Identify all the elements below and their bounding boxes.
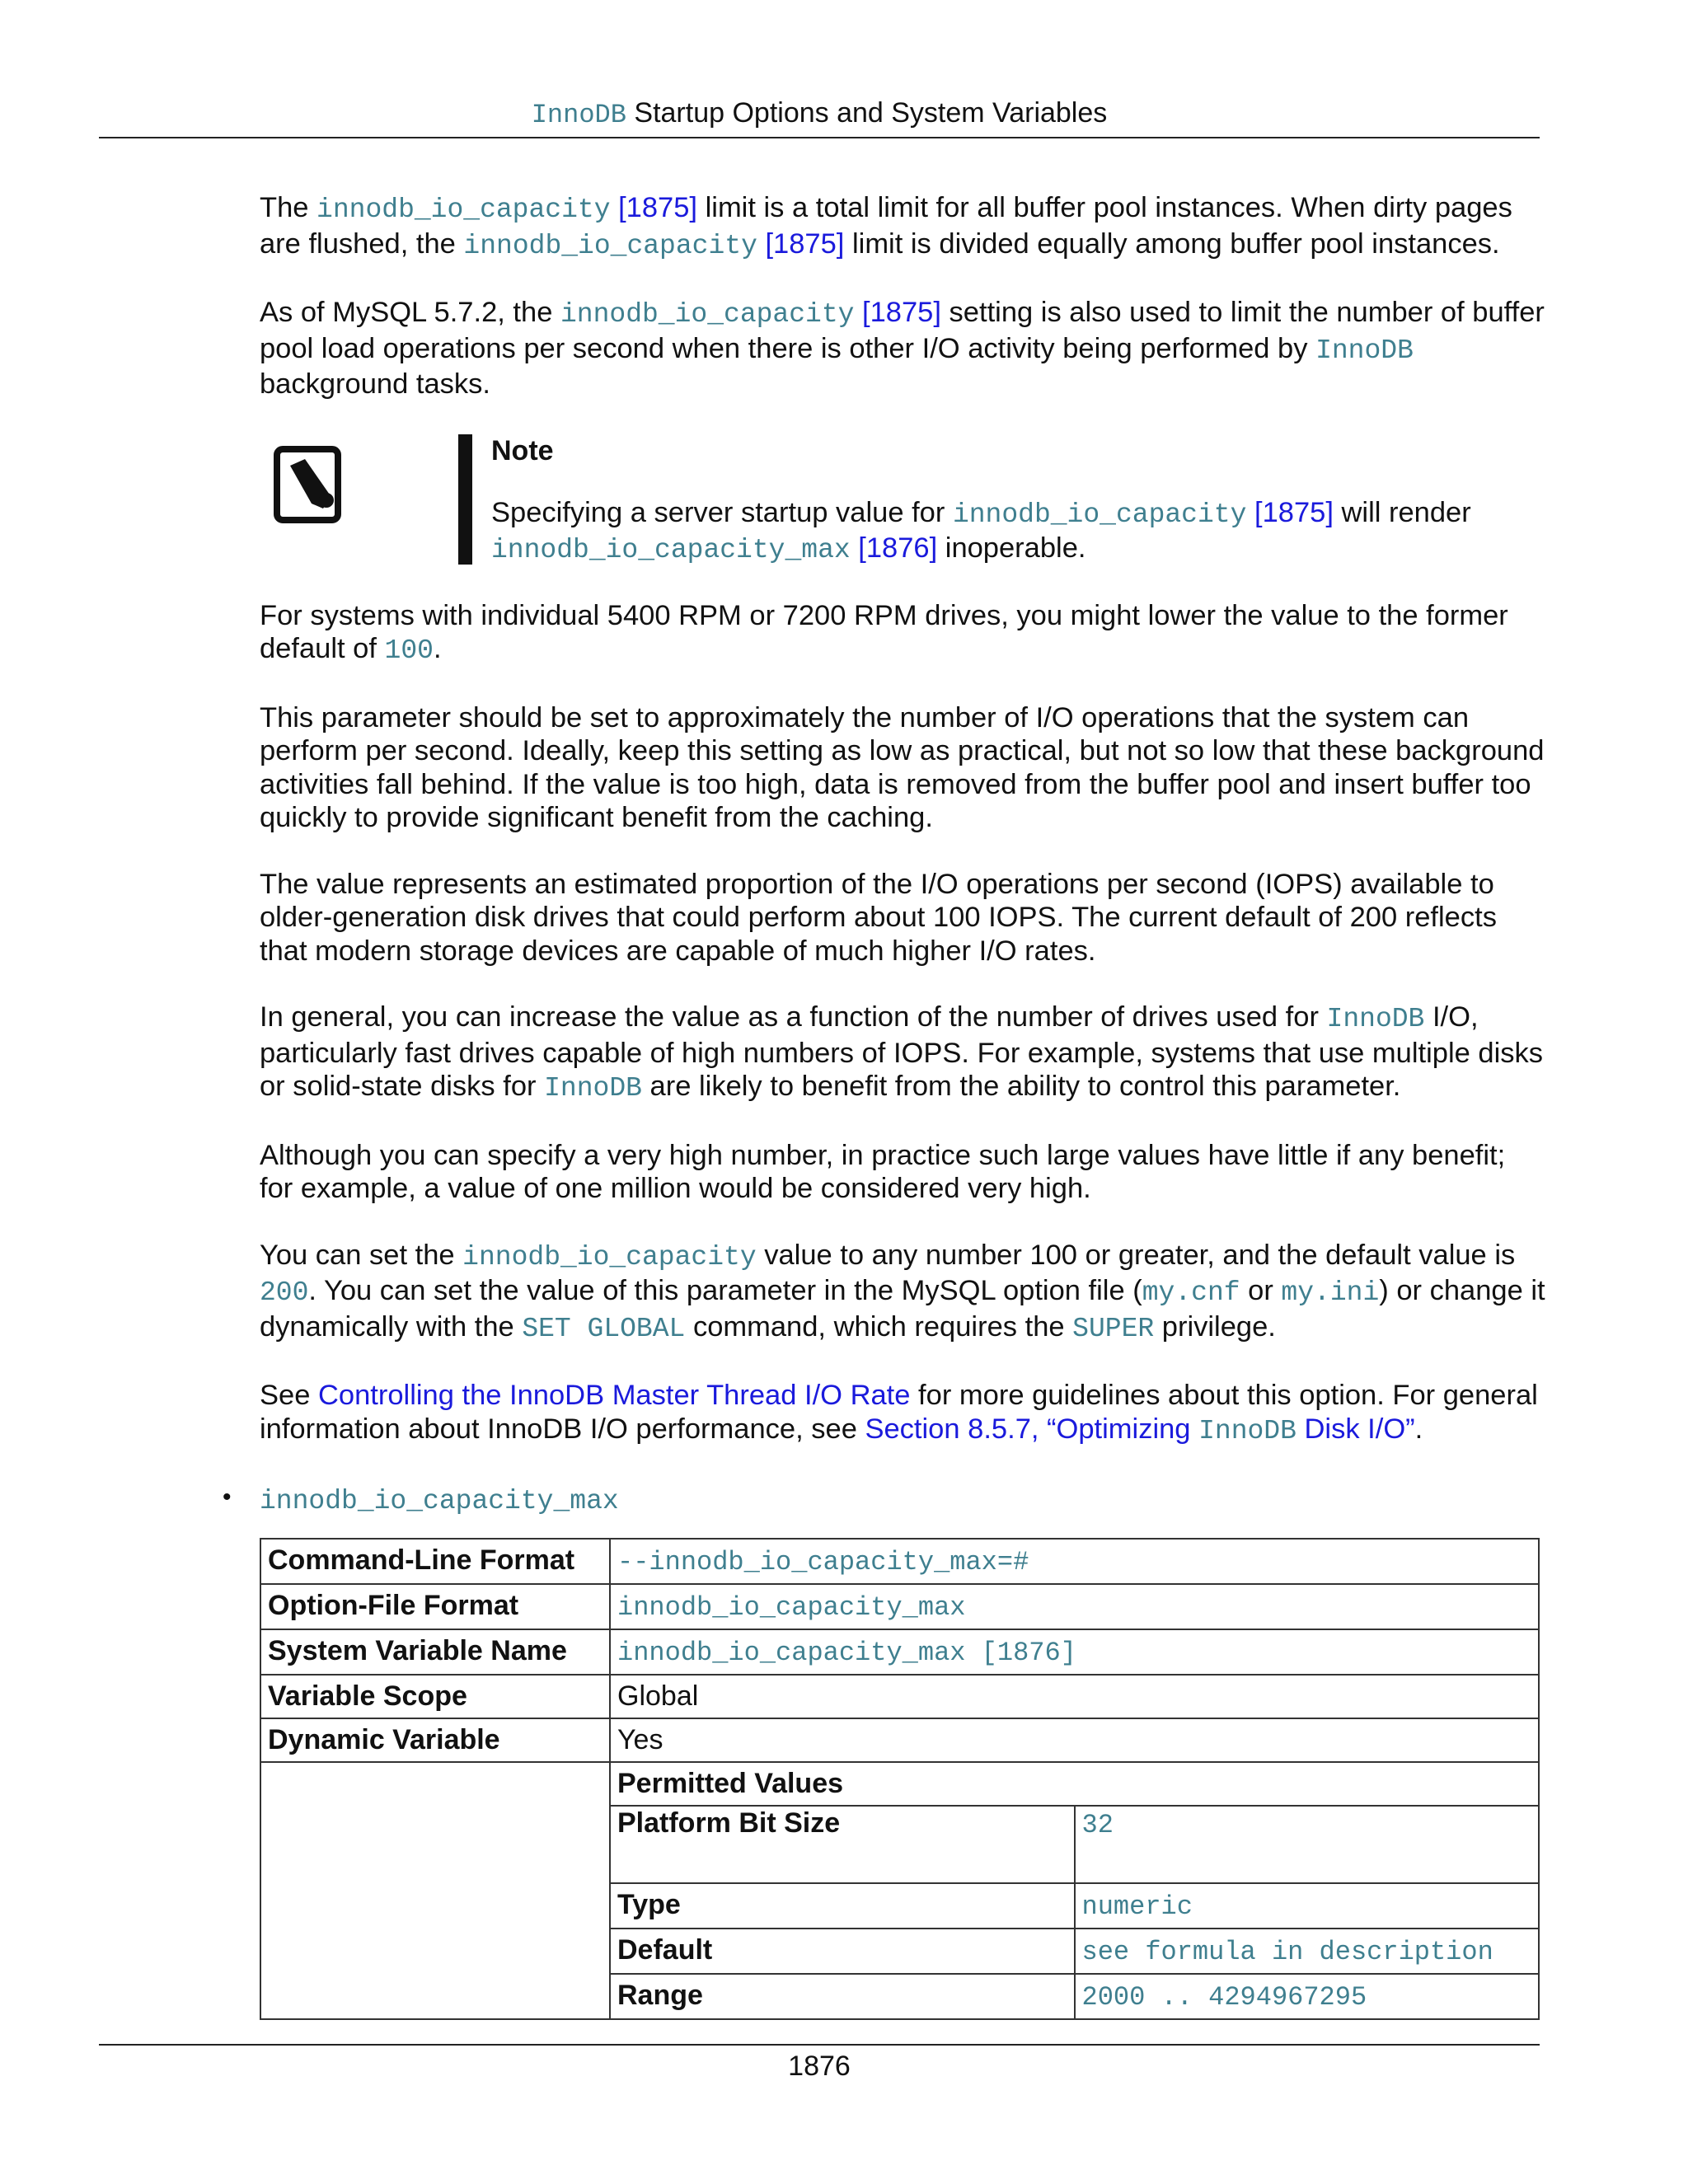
paragraph-4: This parameter should be set to approximately the number of I/O operations that the system can perform per second. Ideally, keep this setting as low as practical, but not so low that these background activities fall behind. If the value is too high, data is removed from the buffer pool and insert buffer too quickly to provide significant benefit from the caching. <box>260 701 1545 833</box>
code-ref[interactable]: innodb_io_capacity <box>462 1241 757 1272</box>
code-ref[interactable]: innodb_io_capacity <box>952 499 1247 530</box>
note-box <box>0 434 1545 565</box>
permitted-value: 2000 .. 4294967295 <box>1075 1974 1539 2018</box>
row-value: --innodb_io_capacity_max=# <box>610 1539 1539 1584</box>
paragraph-6: In general, you can increase the value as a function of the number of drives used for InnoDB I/O, particularly fast drives capable of high numbers of IOPS. For example, systems that use multiple disks or solid-state disks for InnoDB are likely to benefit from the ability to control this parameter. <box>260 1001 1543 1104</box>
page-ref-link[interactable]: [1875] <box>1246 496 1334 528</box>
row-label: Option-File Format <box>260 1584 610 1629</box>
paragraph-7: Although you can specify a very high number, in practice such large values have little if any benefit; for example, a value of one million would be considered very high. <box>260 1139 1506 1204</box>
permitted-values-cell <box>610 1762 1539 2019</box>
row-value: innodb_io_capacity_max <box>610 1584 1539 1629</box>
section-link[interactable]: Section 8.5.7, “Optimizing InnoDB Disk I/O” <box>865 1413 1415 1446</box>
page-ref-link[interactable]: [1875] <box>610 192 698 223</box>
code-command: SET GLOBAL <box>522 1313 686 1344</box>
row-value: innodb_io_capacity_max [1876] <box>610 1629 1539 1675</box>
permitted-title: Permitted Values <box>611 1763 1538 1806</box>
bullet-dot-icon: • <box>223 1483 232 1511</box>
bullet-item <box>223 1481 1545 1520</box>
permitted-value: numeric <box>1075 1883 1539 1929</box>
row-value: Global <box>610 1675 1539 1718</box>
table-row <box>260 1584 1539 1629</box>
page-ref-link[interactable]: [1876] <box>850 532 938 564</box>
permitted-row <box>611 1883 1538 1929</box>
table-row <box>260 1718 1539 1762</box>
code-privilege: SUPER <box>1072 1313 1155 1344</box>
code-ref[interactable]: innodb_io_capacity <box>316 194 611 225</box>
row-label: Dynamic Variable <box>260 1718 610 1762</box>
permitted-values-table <box>611 1763 1538 2018</box>
permitted-value: see formula in description <box>1075 1929 1539 1974</box>
permitted-label: Type <box>611 1883 1075 1929</box>
permitted-label: Default <box>611 1929 1075 1974</box>
row-label: Variable Scope <box>260 1675 610 1718</box>
permitted-value: 32 <box>1075 1806 1539 1883</box>
row-value: Yes <box>610 1718 1539 1762</box>
note-text: Specifying a server startup value for innodb_io_capacity [1875] will render innodb_io_capacity_max [1876] inoperable. <box>491 496 1471 565</box>
note-bar <box>458 434 472 565</box>
empty-cell <box>260 1762 610 2019</box>
code-ref[interactable]: innodb_io_capacity <box>560 299 855 330</box>
page-number: 1876 <box>788 2050 851 2082</box>
paragraph-5: The value represents an estimated proportion of the I/O operations per second (IOPS) available to older-generation disk drives that could perform about 100 IOPS. The current default of 200 reflects that modern storage devices are capable of much higher I/O rates. <box>260 868 1497 967</box>
code-value: 200 <box>260 1277 309 1308</box>
page-header <box>99 92 1540 136</box>
code-value: 100 <box>384 635 434 666</box>
main-content <box>223 191 1545 1520</box>
paragraph-9: See Controlling the InnoDB Master Thread I/O Rate for more guidelines about this option. For general information about InnoDB I/O performance, see Section 8.5.7, “Optimizing InnoDB Disk I/O”. <box>260 1380 1538 1446</box>
permitted-row <box>611 1929 1538 1974</box>
note-pencil-icon <box>274 446 345 525</box>
permitted-row <box>611 1806 1538 1883</box>
page-ref-link[interactable]: [1875] <box>854 297 941 328</box>
properties-table <box>260 1538 1540 2020</box>
permitted-label: Platform Bit Size <box>611 1806 1075 1883</box>
header-rule <box>99 137 1540 138</box>
table-row <box>260 1675 1539 1718</box>
code-file: my.cnf <box>1142 1277 1240 1308</box>
header-code: InnoDB <box>531 100 626 130</box>
permitted-row <box>611 1974 1538 2018</box>
table-row-permitted <box>260 1762 1539 2019</box>
code-ref[interactable]: innodb_io_capacity_max <box>491 535 851 565</box>
paragraph-2: As of MySQL 5.7.2, the innodb_io_capacity [1875] setting is also used to limit the number of buffer pool load operations per second when there is other I/O activity being performed by InnoDB background tasks. <box>260 297 1545 400</box>
permitted-label: Range <box>611 1974 1075 2018</box>
code-ref[interactable]: innodb_io_capacity <box>463 230 757 261</box>
code-ref[interactable]: InnoDB <box>1315 335 1414 366</box>
master-thread-link[interactable]: Controlling the InnoDB Master Thread I/O Rate <box>317 1380 911 1411</box>
header-title: Startup Options and System Variables <box>634 97 1108 129</box>
table-row <box>260 1629 1539 1675</box>
code-ref: InnoDB <box>544 1073 642 1104</box>
row-label: Command-Line Format <box>260 1539 610 1584</box>
table-row <box>260 1539 1539 1584</box>
note-title: Note <box>491 434 554 466</box>
paragraph-1: The innodb_io_capacity [1875] limit is a total limit for all buffer pool instances. When dirty pages are flushed, the innodb_io_capacity [1875] limit is divided equally among buffer pool instances. <box>260 192 1512 261</box>
page-ref-link[interactable]: [1875] <box>757 227 845 260</box>
code-file: my.ini <box>1281 1277 1380 1308</box>
code-ref: InnoDB <box>1326 1004 1425 1034</box>
paragraph-8: You can set the innodb_io_capacity value to any number 100 or greater, and the default value is 200. You can set the value of this parameter in the MySQL option file (my.cnf or my.ini) or change it dynamically with the SET GLOBAL command, which requires the SUPER privilege. <box>260 1239 1545 1344</box>
bullet-code[interactable]: innodb_io_capacity_max <box>260 1486 619 1516</box>
paragraph-3: For systems with individual 5400 RPM or 7200 RPM drives, you might lower the value to the former default of 100. <box>260 599 1508 666</box>
row-label: System Variable Name <box>260 1629 610 1675</box>
